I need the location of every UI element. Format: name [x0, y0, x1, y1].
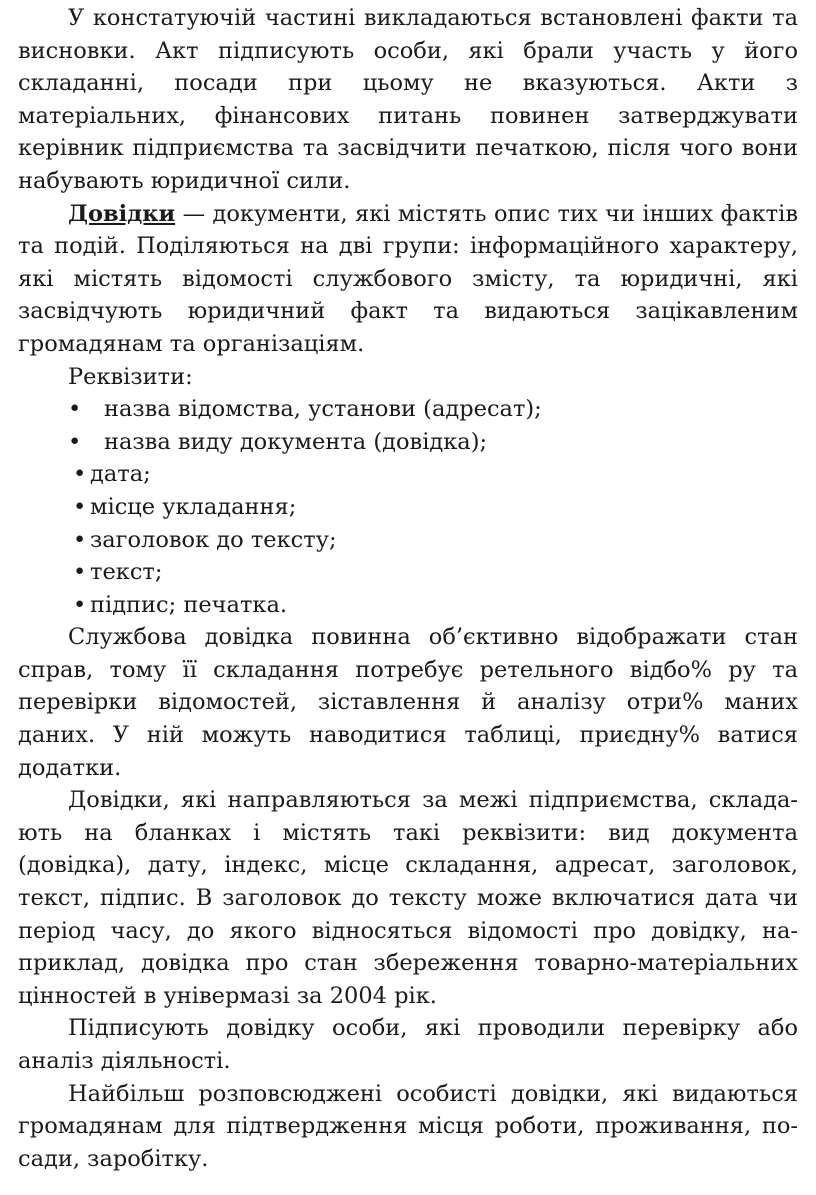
list-item-text: місце укладання;: [90, 493, 297, 520]
bullet-icon: •: [73, 591, 87, 618]
bullet-icon: •: [68, 428, 82, 455]
bullet-icon: •: [73, 526, 87, 553]
term-dovidky: Довідки: [68, 200, 176, 227]
list-item-text: дата;: [90, 461, 151, 488]
paragraph-service-certificate: Службова довідка повинна об’єктивно відображати стан справ, тому її складання потребує ретельного відбо% ру та перевірки відомостей, зіставлення й аналізу отри% маних даних. У ній можуть наводитися таблиці, приєдну% ватися додатки.: [18, 624, 798, 781]
list-item: [18, 524, 798, 557]
list-item: [18, 458, 798, 491]
bullet-icon: •: [73, 559, 87, 586]
requisites-heading: Реквізити:: [68, 363, 193, 390]
list-item: [18, 589, 798, 622]
definition-text: — документи, які містять опис тих чи інших фактів та подій. Поділяються на дві групи: інформаційного характеру, які містять відомості службового змісту, та юридичні, які засвідчують юридичний факт та видаються зацікавленим громадянам та організаціям.: [18, 200, 798, 357]
paragraph-signatories: Підписують довідку особи, які проводили перевірку або аналіз діяльності.: [18, 1015, 798, 1074]
bullet-icon: •: [73, 493, 87, 520]
paragraph-external-certificates: Довідки, які направляються за межі підприємства, склада- ють на бланках і містять такі реквізити: вид документа (довідка), дату, індекс, місце складання, адресат, заголовок, текст, підпис. В заголовок до тексту може включатися дата чи період часу, до якого відносяться відомості про довідку, на- приклад, довідка про стан збереження товарно-матеріальних цінностей в універмазі за 2004 рік.: [18, 787, 798, 1009]
list-item: [18, 491, 798, 524]
list-item-text: текст;: [90, 559, 163, 586]
list-item-text: підпис; печатка.: [90, 591, 288, 618]
list-item: [18, 556, 798, 589]
paragraph-personal-certificates: Найбільш розповсюджені особисті довідки, які видаються громадянам для підтвердження місця роботи, проживання, по- сади, заробітку.: [18, 1080, 798, 1172]
paragraph-dovidky-definition: [18, 198, 798, 361]
bullet-icon: •: [73, 461, 87, 488]
paragraph-act-statement: У констатуючій частині викладаються встановлені факти та висновки. Акт підписують особи, які брали участь у його складанні, посади при цьому не вказуються. Акти з матеріальних, фінансових питань повинен затверджувати керівник підприємства та засвідчити печаткою, після чого вони набувають юридичної сили.: [18, 5, 798, 194]
list-item: [18, 426, 798, 459]
bullet-icon: •: [68, 396, 82, 423]
list-item-text: назва виду документа (довідка);: [104, 428, 488, 455]
list-item-text: назва відомства, установи (адресат);: [104, 396, 542, 423]
list-item: [18, 393, 798, 426]
list-item-text: заголовок до тексту;: [90, 526, 337, 553]
requisites-list: [18, 393, 798, 621]
